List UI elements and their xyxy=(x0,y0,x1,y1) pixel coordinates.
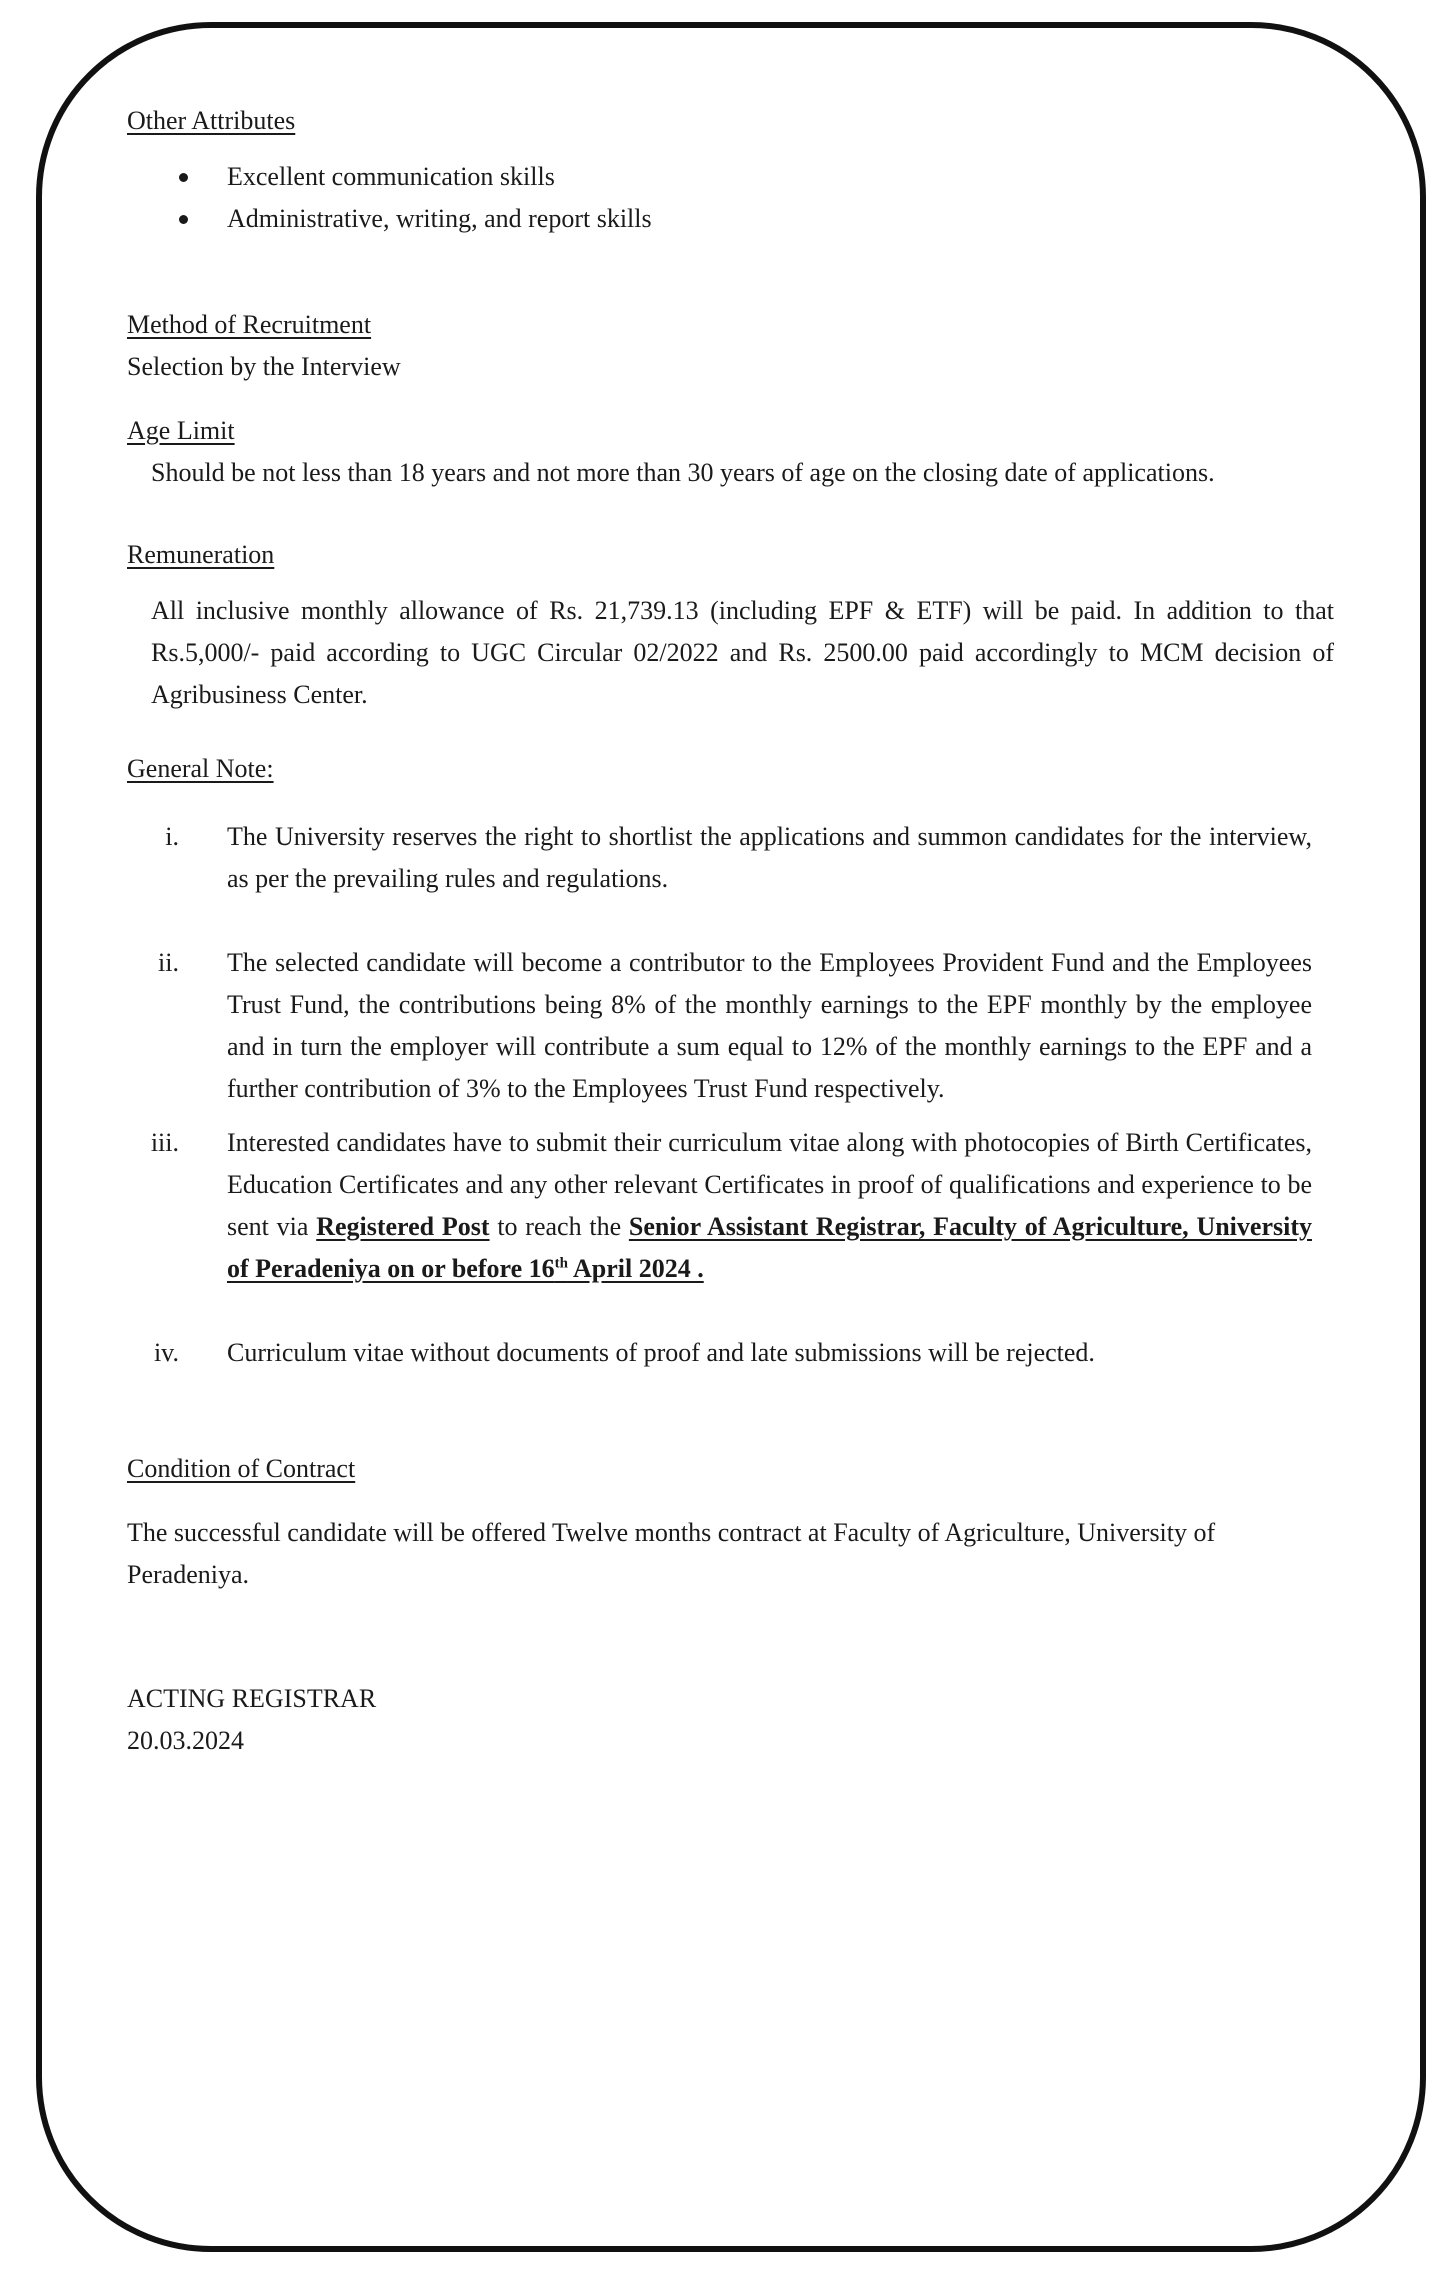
other-attributes-list xyxy=(127,156,1342,240)
list-item: iv. Curriculum vitae without documents of proof and late submissions will be rejected. xyxy=(127,1332,1342,1374)
general-note-list xyxy=(127,816,1342,1374)
list-item: Excellent communication skills xyxy=(127,156,1342,198)
deadline-text: Senior Assistant Registrar, Faculty of Agriculture, University of Peradeniya on or before 16th April 2024 . xyxy=(227,1212,1312,1283)
method-of-recruitment-text: Selection by the Interview xyxy=(127,352,401,381)
list-item: i. The University reserves the right to shortlist the applications and summon candidates for the interview, as per the prevailing rules and regulations. xyxy=(127,816,1342,900)
age-limit-heading: Age Limit xyxy=(127,416,235,445)
list-item: Administrative, writing, and report skills xyxy=(127,198,1342,240)
list-item: iii. Interested candidates have to submit their curriculum vitae along with photocopies of Birth Certificates, Education Certificates and any other relevant Certificates in proof of qualifications and experience to be sent via Registered Post to reach the Senior Assistant Registrar, Faculty of Agriculture, University of Peradeniya on or before 16th April 2024 . xyxy=(127,1122,1342,1290)
remuneration-text: All inclusive monthly allowance of Rs. 21,739.13 (including EPF & ETF) will be paid. In addition to that Rs.5,000/- paid according to UGC Circular 02/2022 and Rs. 2500.00 paid accordingly to MCM decision of Agribusiness Center. xyxy=(151,596,1334,709)
remuneration-heading: Remuneration xyxy=(127,540,275,569)
signature-date: 20.03.2024 xyxy=(127,1726,244,1755)
list-number: i. xyxy=(165,822,179,851)
bullet-icon xyxy=(179,173,188,182)
bullet-icon xyxy=(179,215,188,224)
condition-of-contract-heading: Condition of Contract xyxy=(127,1454,356,1483)
method-of-recruitment-heading: Method of Recruitment xyxy=(127,310,372,339)
list-item: ii. The selected candidate will become a contributor to the Employees Provident Fund and the Employees Trust Fund, the contributions being 8% of the monthly earnings to the EPF monthly by the employee and in turn the employer will contribute a sum equal to 12% of the monthly earnings to the EPF and a further contribution of 3% to the Employees Trust Fund respectively. xyxy=(127,942,1342,1110)
condition-of-contract-text: The successful candidate will be offered Twelve months contract at Faculty of Agriculture, University of Peradeniya. xyxy=(127,1518,1216,1589)
age-limit-text: Should be not less than 18 years and not more than 30 years of age on the closing date of applications. xyxy=(151,458,1215,487)
other-attributes-heading: Other Attributes xyxy=(127,106,296,135)
signatory-title: ACTING REGISTRAR xyxy=(127,1684,377,1713)
list-number: ii. xyxy=(158,948,179,977)
document-body xyxy=(127,100,1342,1762)
list-number: iii. xyxy=(150,1128,179,1157)
general-note-heading: General Note: xyxy=(127,754,274,783)
registered-post-text: Registered Post xyxy=(316,1212,490,1241)
list-number: iv. xyxy=(153,1338,179,1367)
